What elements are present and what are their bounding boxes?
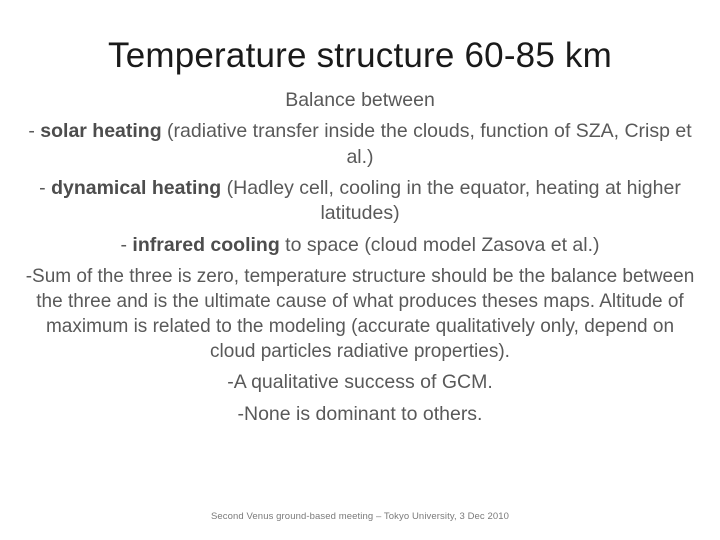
bullet-term: infrared cooling [132, 233, 280, 256]
closing-line-gcm: -A qualitative success of GCM. [227, 371, 493, 394]
bullet-term: solar heating [40, 120, 162, 143]
bullet-term: dynamical heating [51, 177, 222, 200]
page-title: Temperature structure 60-85 km [108, 36, 612, 75]
bullet-dynamical-heating [18, 176, 702, 227]
intro-line: Balance between [285, 89, 435, 111]
bullet-text: (Hadley cell, cooling in the equator, heating at higher latitudes) [221, 177, 681, 225]
bullet-prefix: - [39, 177, 52, 200]
bullet-solar-heating [18, 119, 702, 170]
bullet-text: to space (cloud model Zasova et al.) [279, 233, 600, 256]
summary-paragraph: -Sum of the three is zero, temperature structure should be the balance between the three and is the ultimate cause of what produces theses maps. Altitude of maximum is related to the modeling (accurate qualitatively only, depend on cloud particles radiative properties). [25, 266, 695, 363]
slide-body [18, 88, 702, 429]
bullet-text: (radiative transfer inside the clouds, function of SZA, Crisp et al.) [161, 120, 692, 168]
slide-footer: Second Venus ground-based meeting – Tokyo University, 3 Dec 2010 [210, 511, 510, 522]
bullet-prefix: - [120, 233, 133, 256]
closing-line-dominance: -None is dominant to others. [237, 402, 483, 425]
bullet-infrared-cooling [18, 233, 702, 258]
bullet-prefix: - [28, 120, 41, 143]
